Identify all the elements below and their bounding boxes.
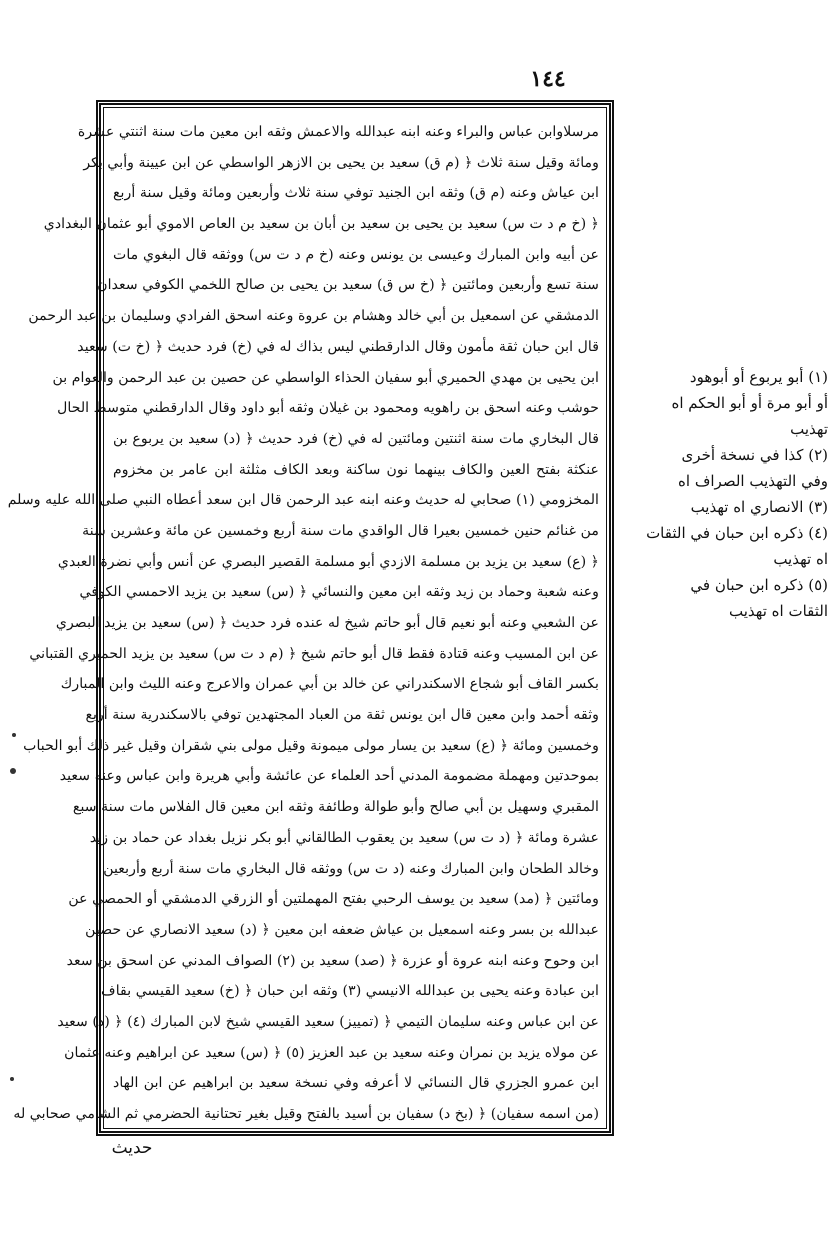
- text-line: المقبري وسهيل بن أبي صالح وأبو طوالة وطائفة وثقه ابن معين قال الفلاس مات سنة سبع: [72, 799, 599, 816]
- footnote-line: (٥) ذكره ابن حبان في: [690, 576, 828, 594]
- footnote-line: اه تهذيب: [773, 550, 828, 568]
- text-line: ومائتين ﴿ (مد) سعيد بن يوسف الرحبي بفتح المهملتين أو الزرقي الدمشقي أو الحمصي عن: [68, 891, 599, 908]
- text-frame: [7, 100, 614, 1136]
- text-line: عنكثة بفتح العين والكاف بينهما نون ساكنة وبعد الكاف مثلثة ابن عامر بن مخزوم: [113, 461, 599, 478]
- text-line: عشرة ومائة ﴿ (د ت س) سعيد بن يعقوب الطالقاني أبو بكر نزيل بغداد عن حماد بن زيد: [89, 829, 599, 846]
- text-line: عن ابن عباس وعنه سليمان التيمي ﴿ (تمييز) سعيد القيسي شيخ لابن المبارك (٤) ﴿ (د) سعيد: [57, 1013, 599, 1030]
- text-line: المخزومي (١) صحابي له حديث وعنه ابنه عبد الرحمن قال ابن سعد أعطاه النبي صلى الله عليه وسلم: [7, 492, 599, 509]
- margin-dot: [12, 733, 16, 737]
- text-line: من غنائم حنين خمسين بعيرا قال الواقدي مات سنة أربع وخمسين عن مائة وعشرين سنة: [82, 522, 599, 539]
- margin-dot: [10, 768, 16, 774]
- text-line: وعنه شعبة وحماد بن زيد وثقه ابن معين والنسائي ﴿ (س) سعيد بن يزيد الاحمسي الكوفي: [79, 584, 599, 601]
- text-line: قال البخاري مات سنة اثنتين ومائتين له في (خ) فرد حديث ﴿ (د) سعيد بن يربوع بن: [113, 430, 599, 447]
- text-line: حوشب وعنه اسحق بن راهويه ومحمود بن غيلان وثقه أبو داود وقال الدارقطني متوسط الحال: [57, 400, 599, 417]
- text-line: ﴿ (ع) سعيد بن يزيد بن مسلمة الازدي أبو مسلمة القصير البصري عن أنس وأبي نضرة العبدي: [57, 553, 599, 570]
- text-line: عن ابن المسيب وعنه قتادة فقط قال أبو حاتم شيخ ﴿ (م د ت س) سعيد بن يزيد الحميري القتباني: [29, 645, 599, 662]
- footnote-line: وفي التهذيب الصراف اه: [678, 472, 828, 490]
- page-number: ١٤٤: [530, 66, 566, 92]
- text-line: بموحدتين ومهملة مضمومة المدني أحد العلماء عن عائشة وأبي هريرة وابن عباس وعنه سعيد: [59, 768, 599, 785]
- text-line: وثقه أحمد وابن معين قال ابن يونس ثقة من العباد المجتهدين توفي بالاسكندرية سنة أربع: [85, 707, 599, 724]
- footnote-line: (٢) كذا في نسخة أخرى: [681, 446, 828, 464]
- catchword: حديث: [111, 1138, 153, 1158]
- text-line: الدمشقي عن اسمعيل بن أبي خالد وهشام بن عروة وعنه اسحق الفرادي وسليمان بن عبد الرحمن: [28, 308, 599, 325]
- text-line: ومائة وقيل سنة ثلاث ﴿ (م ق) سعيد بن يحيى بن الازهر الواسطي عن ابن عيينة وأبي بكر: [83, 154, 599, 171]
- text-line: وخالد الطحان وابن المبارك وعنه (د ت س) ووثقه قال البخاري مات سنة أربع وأربعين: [103, 860, 599, 877]
- footnote-line: (٤) ذكره ابن حبان في الثقات: [646, 524, 828, 542]
- text-line: سنة تسع وأربعين ومائتين ﴿ (خ س ق) سعيد بن يحيى بن صالح اللخمي الكوفي سعدان: [97, 277, 599, 294]
- text-line: عن مولاه يزيد بن نمران وعنه سعيد بن عبد العزيز (٥) ﴿ (س) سعيد عن ابراهيم وعنه عثمان: [64, 1044, 599, 1061]
- text-line: عن الشعبي وعنه أبو نعيم قال أبو حاتم شيخ له عنده فرد حديث ﴿ (س) سعيد بن يزيد البصري: [55, 615, 599, 631]
- footnote-line: أو أبو مرة أو أبو الحكم اه: [671, 394, 828, 412]
- text-line: ابن يحيى بن مهدي الحميري أبو سفيان الحذاء الواسطي عن حصين بن عبد الرحمن والعوام بن: [52, 369, 599, 386]
- text-line: ﴿ (خ م د ت س) سعيد بن يحيى بن سعيد بن أبان بن سعيد بن العاص الاموي أبو عثمان البغدادي: [43, 216, 599, 233]
- margin-dot: [10, 1077, 14, 1081]
- footnote-line: الثقات اه تهذيب: [729, 602, 828, 620]
- text-line: بكسر القاف أبو شجاع الاسكندراني عن خالد بن أبي عمران والاعرج وعنه الليث وابن المبارك: [60, 676, 599, 693]
- footnote-line: تهذيب: [790, 420, 828, 438]
- text-line: قال ابن حبان ثقة مأمون وقال الدارقطني ليس بذاك له في (خ) فرد حديث ﴿ (خ ت) سعيد: [77, 338, 599, 355]
- footnotes-margin: [620, 364, 828, 624]
- text-line: مرسلاوابن عباس والبراء وعنه ابنه عبدالله والاعمش وثقه ابن معين مات سنة اثنتي عشرة: [77, 124, 599, 140]
- text-line: ابن وحوح وعنه ابنه عروة أو عزرة ﴿ (صد) سعيد بن (٢) الصواف المدني عن اسحق بن سعد: [66, 952, 599, 969]
- main-text: [7, 117, 599, 1130]
- text-line: وخمسين ومائة ﴿ (ع) سعيد بن يسار مولى ميمونة وقيل مولى بني شقران وقيل غير ذلك أبو الحباب: [23, 737, 599, 754]
- footnote-line: (١) أبو يربوع أو أبوهود: [689, 368, 828, 386]
- text-line: ابن عمرو الجزري قال النسائي لا أعرفه وفي نسخة سعيد بن ابراهيم عن ابن الهاد: [113, 1075, 599, 1092]
- text-line: ابن عياش وعنه (م ق) وثقه ابن الجنيد توفي سنة ثلاث وأربعين ومائة وقيل سنة أربع: [113, 185, 599, 202]
- text-line: (من اسمه سفيان) ﴿ (بخ د) سفيان بن أسيد بالفتح وقيل بغير تحتانية الحضرمي ثم الشامي صحابي له: [13, 1106, 599, 1122]
- footnote-line: (٣) الانصاري اه تهذيب: [690, 498, 828, 516]
- text-line: عبدالله بن بسر وعنه اسمعيل بن عياش ضعفه ابن معين ﴿ (د) سعيد الانصاري عن حصين: [85, 921, 599, 938]
- text-line: ابن عبادة وعنه يحيى بن عبدالله الانيسي (٣) وثقه ابن حبان ﴿ (خ) سعيد القيسي بقاف: [101, 983, 599, 1000]
- text-line: عن أبيه وابن المبارك وعيسى بن يونس وعنه (خ م د ت س) ووثقه قال البغوي مات: [113, 246, 599, 263]
